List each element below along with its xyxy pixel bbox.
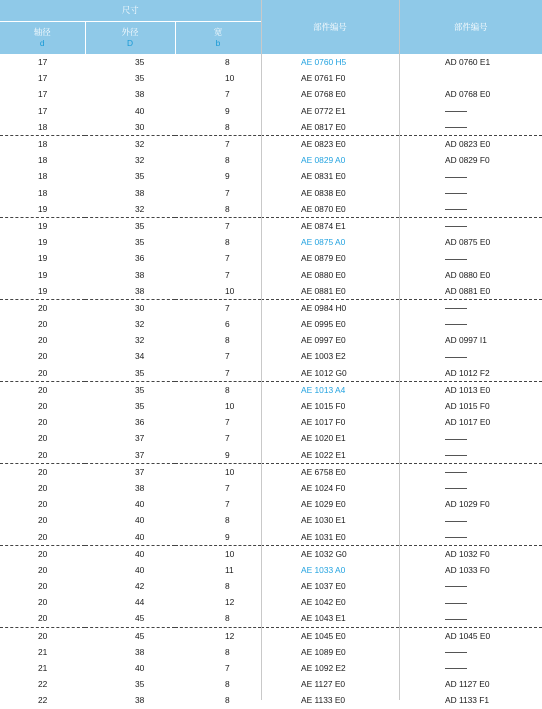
part-number-ae-cell: AE 0879 E0	[301, 253, 346, 264]
part-number-ae-cell: AE 1029 E0	[301, 499, 346, 510]
outer-diameter-cell: 42	[135, 581, 145, 592]
shaft-diameter-cell: 20	[38, 351, 48, 362]
part-number-ae-cell: AE 1032 G0	[261, 545, 399, 562]
shaft-diameter-cell: 18	[38, 171, 48, 182]
part-number-ae-cell: AE 1024 F0	[301, 482, 346, 493]
outer-diameter-cell: 40	[135, 499, 145, 510]
no-part-dash	[445, 111, 467, 112]
outer-diameter-cell: 37	[135, 433, 145, 444]
part-number-ae-cell: AE 0831 E0	[301, 171, 346, 182]
width-cell: 8	[225, 695, 230, 706]
part-number-ae-cell: AE 1013 A4	[261, 381, 399, 398]
part-number-ad-cell: AD 1029 F0	[445, 499, 490, 510]
part-number-ad-cell: AD 1013 E0	[399, 381, 542, 398]
width-cell: 10	[225, 73, 235, 84]
shaft-diameter-cell: 19	[38, 285, 48, 296]
shaft-diameter-cell: 18	[38, 121, 48, 132]
outer-diameter-cell: 38	[135, 482, 145, 493]
part-number-ad-cell	[399, 70, 542, 86]
outer-diameter-cell: 44	[135, 597, 145, 608]
no-part-dash	[445, 439, 467, 440]
shaft-diameter-cell: 19	[0, 217, 85, 234]
part-number-ad-cell: AD 0760 E1	[445, 57, 491, 68]
shaft-diameter-cell: 20	[0, 381, 85, 398]
part-number-ad-cell: AD 0875 E0	[445, 237, 491, 248]
outer-diameter-header	[85, 22, 175, 55]
table-row	[0, 676, 542, 692]
part-number-ae-cell: AE 0997 E0	[301, 335, 346, 346]
table-row	[0, 266, 542, 282]
width-cell: 8	[225, 57, 230, 68]
table-row	[0, 463, 542, 480]
part-number-ad-cell	[399, 463, 542, 480]
shaft-diameter-cell: 17	[38, 73, 48, 84]
outer-diameter-cell: 40	[135, 564, 145, 575]
part-number-ae-cell: AE 1017 F0	[301, 417, 346, 428]
width-cell: 7	[175, 135, 261, 152]
outer-diameter-cell: 30	[85, 299, 175, 316]
part-number-ae-cell: AE 0874 E1	[261, 217, 399, 234]
shaft-diameter-cell: 19	[38, 269, 48, 280]
no-part-dash	[445, 226, 467, 227]
width-cell: 9	[225, 449, 230, 460]
table-row	[0, 692, 542, 708]
part-number-ae-cell: AE 0768 E0	[301, 89, 346, 100]
outer-diameter-symbol: D	[126, 38, 134, 48]
shaft-diameter-cell: 20	[38, 531, 48, 542]
outer-diameter-cell: 38	[135, 285, 145, 296]
part-number-ad-cell: AD 1133 F1	[445, 695, 490, 706]
shaft-diameter-cell: 20	[38, 515, 48, 526]
part-number-ad-cell: AD 0768 E0	[445, 89, 491, 100]
part-number-ae-cell: AE 0881 E0	[301, 285, 346, 296]
no-part-dash	[445, 668, 467, 669]
no-part-dash	[445, 603, 467, 604]
part-number-ad-cell: AD 1017 E0	[445, 417, 491, 428]
outer-diameter-cell: 35	[135, 237, 145, 248]
width-header	[175, 22, 261, 55]
table-row	[0, 480, 542, 496]
part-number-ad-cell	[399, 316, 542, 332]
part-number-ad-cell: AD 0829 F0	[445, 155, 490, 166]
outer-diameter-cell: 38	[135, 269, 145, 280]
width-cell: 8	[225, 581, 230, 592]
shaft-diameter-cell: 21	[38, 663, 48, 674]
no-part-dash	[445, 308, 467, 309]
outer-diameter-cell: 32	[135, 155, 145, 166]
table-row	[0, 316, 542, 332]
part-number-ad-cell	[399, 119, 542, 136]
table-row	[0, 610, 542, 627]
width-cell: 7	[225, 351, 230, 362]
part-number-ae-cell: AE 1012 G0	[301, 367, 347, 378]
outer-diameter-cell: 32	[135, 335, 145, 346]
table-row	[0, 594, 542, 610]
no-part-dash	[445, 537, 467, 538]
part-number-ae-cell: AE 0838 E0	[301, 187, 346, 198]
width-cell: 7	[175, 299, 261, 316]
table-row	[0, 135, 542, 152]
table-row	[0, 398, 542, 414]
part-number-ae-cell: AE 0829 A0	[301, 155, 346, 166]
width-cell: 8	[225, 203, 230, 214]
shaft-diameter-cell: 17	[38, 57, 48, 68]
width-cell: 8	[225, 335, 230, 346]
part-number-ad-cell	[399, 168, 542, 184]
table-row	[0, 103, 542, 119]
outer-diameter-cell: 35	[135, 367, 145, 378]
table-header	[0, 0, 542, 54]
no-part-dash	[445, 259, 467, 260]
width-cell: 7	[225, 417, 230, 428]
table-row	[0, 86, 542, 102]
shaft-diameter-cell: 17	[38, 105, 48, 116]
part-number-ae-cell: AE 1022 E1	[301, 449, 346, 460]
shaft-diameter-cell: 19	[38, 253, 48, 264]
shaft-diameter-cell: 22	[38, 695, 48, 706]
part-number-ad-cell: AD 1015 F0	[445, 401, 490, 412]
table-row	[0, 430, 542, 446]
part-number-ae-cell: AE 1033 A0	[301, 564, 346, 575]
table-row	[0, 201, 542, 218]
part-number-ae-cell: AE 1003 E2	[301, 351, 346, 362]
table-row	[0, 250, 542, 266]
outer-diameter-cell: 38	[135, 187, 145, 198]
width-cell: 7	[225, 187, 230, 198]
outer-diameter-cell: 35	[135, 73, 145, 84]
width-cell: 7	[225, 253, 230, 264]
part-number-ae-cell: AE 0995 E0	[301, 319, 346, 330]
table-row	[0, 562, 542, 578]
outer-diameter-cell: 37	[135, 449, 145, 460]
part-number-ae-cell: AE 1030 E1	[301, 515, 346, 526]
part-number-ae-cell: AE 0760 H5	[301, 57, 347, 68]
part-number-ad-cell	[399, 660, 542, 676]
shaft-diameter-symbol: d	[39, 38, 45, 48]
outer-diameter-cell: 35	[135, 679, 145, 690]
shaft-diameter-cell: 18	[0, 135, 85, 152]
width-cell: 10	[225, 285, 235, 296]
part-number-ad-cell: AD 1012 F2	[445, 367, 490, 378]
part-number-ad-cell	[399, 610, 542, 627]
size-header: 尺寸	[0, 0, 261, 22]
part-number-ad-cell	[399, 480, 542, 496]
part-number-ae-cell: AE 1015 F0	[301, 401, 346, 412]
part-number-ae-cell: AE 0984 H0	[261, 299, 399, 316]
no-part-dash	[445, 586, 467, 587]
part-number-ad-cell: AD 0823 E0	[399, 135, 542, 152]
width-cell: 8	[225, 515, 230, 526]
outer-diameter-cell: 40	[85, 545, 175, 562]
no-part-dash	[445, 619, 467, 620]
width-cell: 12	[225, 597, 235, 608]
outer-diameter-cell: 35	[85, 217, 175, 234]
table-row	[0, 447, 542, 464]
part-number-ad-cell	[399, 185, 542, 201]
part-number-ad-cell: AD 1033 F0	[445, 564, 490, 575]
table-row	[0, 54, 542, 70]
part-number-ad-cell	[399, 447, 542, 464]
table-row	[0, 578, 542, 594]
table-row	[0, 234, 542, 250]
width-cell: 8	[225, 121, 230, 132]
shaft-diameter-cell: 20	[38, 433, 48, 444]
shaft-diameter-cell: 19	[38, 203, 48, 214]
outer-diameter-cell: 32	[135, 319, 145, 330]
shaft-diameter-cell: 20	[38, 401, 48, 412]
part-number-ae-cell: AE 0870 E0	[301, 203, 346, 214]
column-divider	[399, 0, 400, 700]
width-cell: 7	[175, 217, 261, 234]
part-number-ae-cell: AE 1043 E1	[301, 613, 346, 624]
outer-diameter-cell: 35	[135, 401, 145, 412]
part-number-ae-cell: AE 1042 E0	[301, 597, 346, 608]
outer-diameter-cell: 32	[85, 135, 175, 152]
shaft-diameter-cell: 22	[38, 679, 48, 690]
no-part-dash	[445, 455, 467, 456]
table-row	[0, 627, 542, 644]
outer-diameter-cell: 40	[135, 515, 145, 526]
width-cell: 6	[225, 319, 230, 330]
outer-diameter-cell: 40	[135, 663, 145, 674]
no-part-dash	[445, 209, 467, 210]
part-number-ad-cell: AD 1045 E0	[399, 627, 542, 644]
part-number-ad-cell: AD 0881 E0	[445, 285, 491, 296]
outer-diameter-cell: 35	[135, 171, 145, 182]
width-cell: 8	[225, 155, 230, 166]
outer-diameter-cell: 30	[135, 121, 145, 132]
outer-diameter-cell: 38	[135, 646, 145, 657]
table-row	[0, 299, 542, 316]
part-number-header-2: 部件编号	[399, 0, 542, 54]
width-cell: 8	[225, 646, 230, 657]
outer-diameter-cell: 32	[135, 203, 145, 214]
width-cell: 11	[225, 564, 234, 575]
outer-diameter-cell: 40	[135, 105, 145, 116]
part-number-ae-cell: AE 1045 E0	[261, 627, 399, 644]
table-row	[0, 70, 542, 86]
table-row	[0, 217, 542, 234]
part-number-ad-cell	[399, 250, 542, 266]
part-number-ae-cell: AE 1092 E2	[301, 663, 346, 674]
shaft-diameter-cell: 20	[0, 627, 85, 644]
table-row	[0, 185, 542, 201]
no-part-dash	[445, 357, 467, 358]
outer-diameter-cell: 36	[135, 253, 145, 264]
part-number-ad-cell	[399, 512, 542, 528]
part-number-ae-cell: AE 1089 E0	[301, 646, 346, 657]
part-number-ad-cell	[399, 201, 542, 218]
part-number-ad-cell	[399, 103, 542, 119]
part-number-ae-cell: AE 1031 E0	[301, 531, 346, 542]
table-row	[0, 168, 542, 184]
table-row	[0, 283, 542, 300]
part-number-ae-cell: AE 0817 E0	[301, 121, 346, 132]
part-number-ad-cell: AD 1127 E0	[445, 679, 490, 690]
width-cell: 9	[225, 171, 230, 182]
outer-diameter-cell: 38	[135, 695, 145, 706]
width-cell: 7	[225, 663, 230, 674]
shaft-diameter-cell: 20	[38, 319, 48, 330]
shaft-diameter-cell: 18	[38, 155, 48, 166]
shaft-diameter-cell: 20	[0, 463, 85, 480]
width-cell: 7	[225, 89, 230, 100]
no-part-dash	[445, 521, 467, 522]
width-cell: 8	[225, 679, 230, 690]
shaft-diameter-cell: 17	[38, 89, 48, 100]
width-cell: 7	[225, 433, 230, 444]
part-number-ae-cell: AE 1037 E0	[301, 581, 346, 592]
part-number-ad-cell: AD 0880 E0	[445, 269, 491, 280]
width-cell: 10	[225, 401, 235, 412]
no-part-dash	[445, 488, 467, 489]
table-row	[0, 119, 542, 136]
width-cell: 7	[225, 269, 230, 280]
outer-diameter-cell: 35	[85, 381, 175, 398]
shaft-diameter-cell: 19	[38, 237, 48, 248]
table-row	[0, 545, 542, 562]
outer-diameter-cell: 34	[135, 351, 145, 362]
part-number-ad-cell	[399, 528, 542, 545]
table-row	[0, 348, 542, 364]
width-cell: 7	[225, 499, 230, 510]
width-cell: 8	[225, 237, 230, 248]
width-cell: 7	[225, 482, 230, 493]
shaft-diameter-cell: 20	[0, 545, 85, 562]
shaft-diameter-cell: 20	[38, 482, 48, 493]
table-row	[0, 644, 542, 660]
table-row	[0, 528, 542, 545]
part-number-ae-cell: AE 0823 E0	[261, 135, 399, 152]
table-row	[0, 660, 542, 676]
width-cell: 12	[175, 627, 261, 644]
part-number-ae-cell: AE 0761 F0	[301, 73, 346, 84]
table-row	[0, 496, 542, 512]
part-number-ad-cell: AD 1032 F0	[399, 545, 542, 562]
part-number-ad-cell: AD 0997 I1	[445, 335, 487, 346]
no-part-dash	[445, 652, 467, 653]
shaft-diameter-cell: 20	[0, 299, 85, 316]
part-number-header-1: 部件编号	[261, 0, 399, 54]
outer-diameter-cell: 45	[135, 613, 145, 624]
shaft-diameter-cell: 20	[38, 564, 48, 575]
width-cell: 8	[225, 613, 230, 624]
shaft-diameter-header	[0, 22, 85, 55]
part-number-ad-cell	[399, 299, 542, 316]
shaft-diameter-cell: 20	[38, 613, 48, 624]
no-part-dash	[445, 177, 467, 178]
outer-diameter-cell: 38	[135, 89, 145, 100]
outer-diameter-cell: 35	[135, 57, 145, 68]
table-row	[0, 332, 542, 348]
shaft-diameter-cell: 20	[38, 449, 48, 460]
shaft-diameter-cell: 18	[38, 187, 48, 198]
part-number-ae-cell: AE 6758 E0	[261, 463, 399, 480]
part-number-ae-cell: AE 0875 A0	[301, 237, 346, 248]
width-cell: 9	[225, 531, 230, 542]
outer-diameter-cell: 37	[85, 463, 175, 480]
part-number-ad-cell	[399, 594, 542, 610]
part-number-ae-cell: AE 1133 E0	[301, 695, 346, 706]
table-body	[0, 54, 542, 709]
shaft-diameter-cell: 20	[38, 499, 48, 510]
part-number-ad-cell	[399, 430, 542, 446]
width-cell: 10	[175, 463, 261, 480]
width-label: 宽	[213, 27, 223, 37]
outer-diameter-label: 外径	[121, 27, 139, 37]
shaft-diameter-cell: 20	[38, 581, 48, 592]
no-part-dash	[445, 127, 467, 128]
no-part-dash	[445, 472, 467, 473]
table-row	[0, 414, 542, 430]
outer-diameter-cell: 40	[135, 531, 145, 542]
part-number-ae-cell: AE 0880 E0	[301, 269, 346, 280]
table-row	[0, 381, 542, 398]
part-number-ad-cell	[399, 578, 542, 594]
width-cell: 8	[175, 381, 261, 398]
shaft-diameter-cell: 20	[38, 417, 48, 428]
width-cell: 10	[175, 545, 261, 562]
shaft-diameter-cell: 20	[38, 597, 48, 608]
part-number-ad-cell	[399, 644, 542, 660]
no-part-dash	[445, 324, 467, 325]
table-row	[0, 365, 542, 382]
width-cell: 9	[225, 105, 230, 116]
column-divider	[261, 0, 262, 700]
outer-diameter-cell: 36	[135, 417, 145, 428]
shaft-diameter-cell: 21	[38, 646, 48, 657]
table-row	[0, 152, 542, 168]
no-part-dash	[445, 193, 467, 194]
width-cell: 7	[225, 367, 230, 378]
part-number-ad-cell	[399, 348, 542, 364]
outer-diameter-cell: 45	[85, 627, 175, 644]
shaft-diameter-cell: 20	[38, 367, 48, 378]
width-symbol: b	[215, 38, 221, 48]
part-number-ad-cell	[399, 217, 542, 234]
table-row	[0, 512, 542, 528]
part-number-ae-cell: AE 1127 E0	[301, 679, 346, 690]
shaft-diameter-label: 轴径	[33, 27, 51, 37]
part-number-ae-cell: AE 0772 E1	[301, 105, 346, 116]
part-number-ae-cell: AE 1020 E1	[301, 433, 346, 444]
shaft-diameter-cell: 20	[38, 335, 48, 346]
